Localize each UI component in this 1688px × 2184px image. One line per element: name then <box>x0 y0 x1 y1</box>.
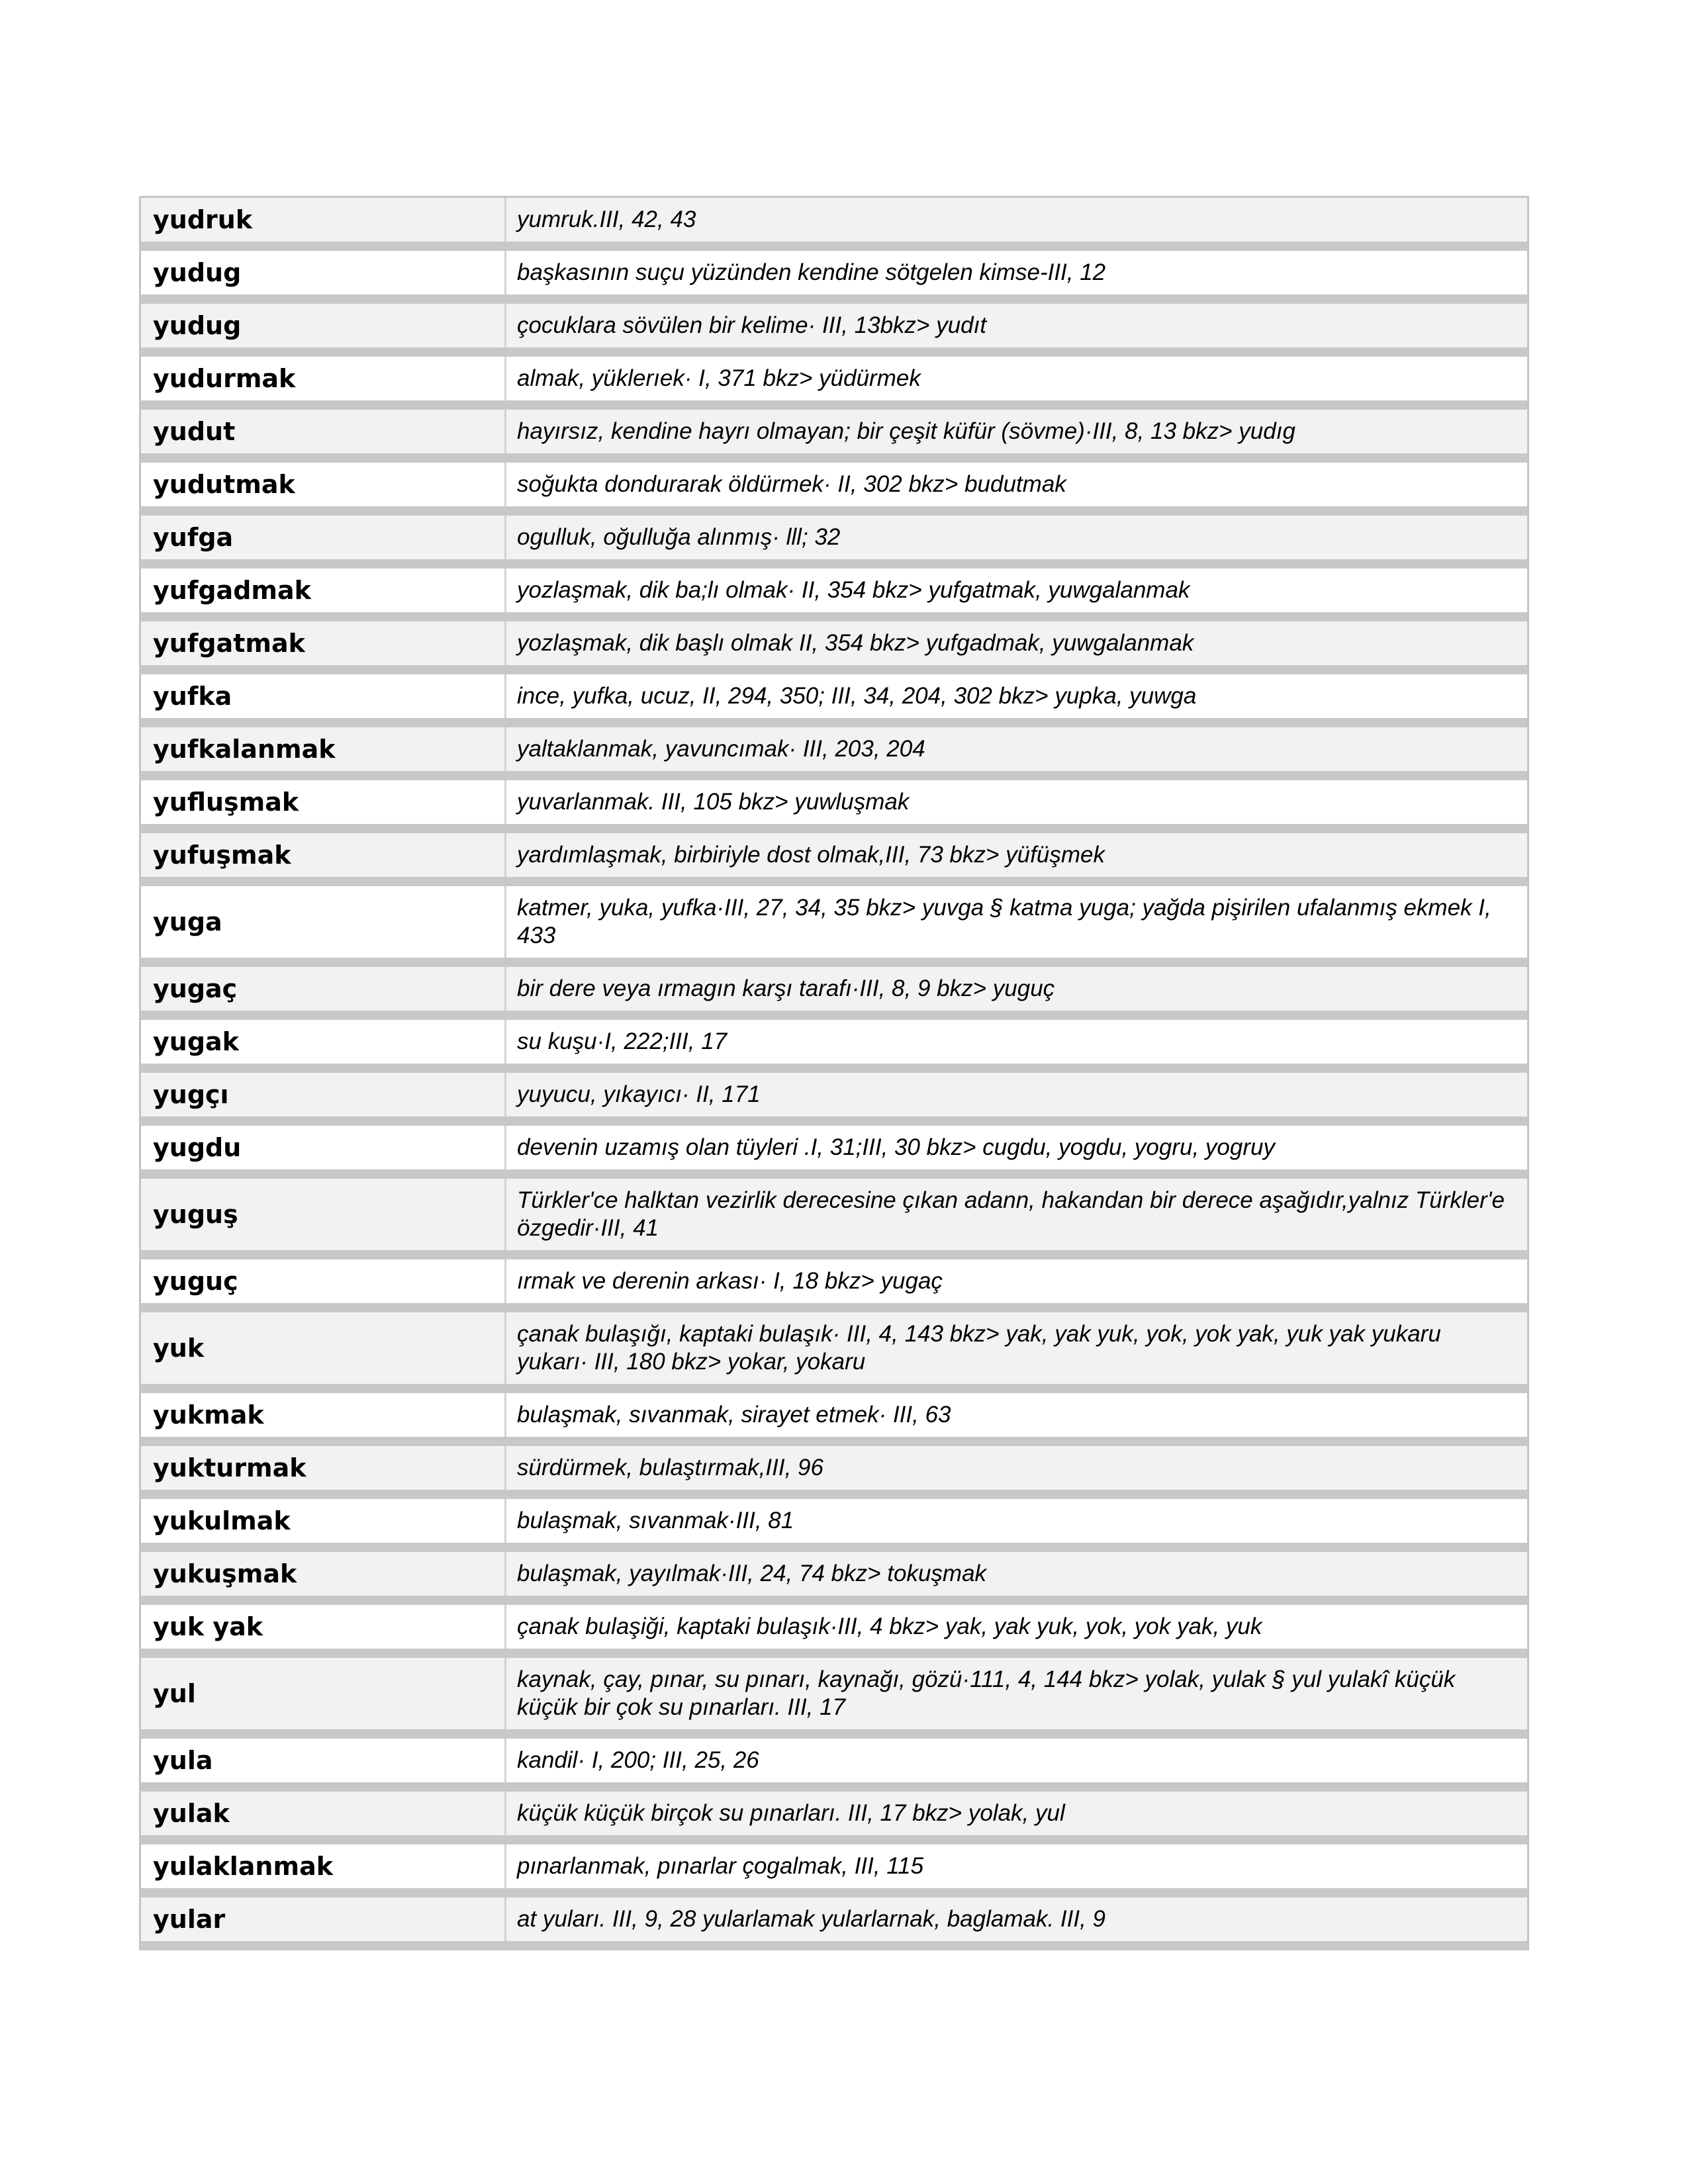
table-row <box>141 304 1527 357</box>
entry-term: yugak <box>141 1020 506 1064</box>
table-row <box>141 516 1527 569</box>
table-row <box>141 198 1527 251</box>
entry-term: yufga <box>141 516 506 559</box>
entry-definition: yozlaşmak, dik başlı olmak II, 354 bkz> yufgadmak, yuwgalanmak <box>517 630 1194 656</box>
table-row <box>141 886 1527 967</box>
table-row <box>141 410 1527 463</box>
entry-term: yufgadmak <box>141 569 506 612</box>
entry-definition: soğukta dondurarak öldürmek· II, 302 bkz> budutmak <box>517 471 1066 497</box>
glossary-table <box>139 196 1529 1950</box>
entry-term: yufuşmak <box>141 833 506 877</box>
table-row <box>141 1259 1527 1312</box>
entry-definition: yardımlaşmak, birbiriyle dost olmak,III, 73 bkz> yüfüşmek <box>517 842 1105 868</box>
table-row <box>141 1312 1527 1393</box>
table-row <box>141 1073 1527 1126</box>
entry-definition: yuvarlanmak. III, 105 bkz> yuwluşmak <box>517 789 910 815</box>
entry-definition: ogulluk, oğulluğa alınmış· lll; 32 <box>517 524 841 550</box>
entry-term: yudug <box>141 251 506 295</box>
entry-term: yuk yak <box>141 1605 506 1649</box>
entry-definition: devenin uzamış olan tüyleri .I, 31;III, 30 bkz> cugdu, yogdu, yogru, yogruy <box>517 1134 1275 1160</box>
entry-term: yuguş <box>141 1179 506 1250</box>
entry-definition: çanak bulaşiği, kaptaki bulaşık·III, 4 bkz> yak, yak yuk, yok, yok yak, yuk <box>517 1614 1262 1639</box>
table-row <box>141 1605 1527 1658</box>
entry-definition: su kuşu·I, 222;III, 17 <box>517 1028 727 1054</box>
entry-definition: bir dere veya ırmagın karşı tarafı·III, 8, 9 bkz> yuguç <box>517 976 1055 1001</box>
entry-term: yukuşmak <box>141 1552 506 1596</box>
entry-definition: pınarlanmak, pınarlar çogalmak, III, 115 <box>517 1853 924 1879</box>
entry-term: yufgatmak <box>141 621 506 665</box>
table-row <box>141 1446 1527 1499</box>
entry-term: yukulmak <box>141 1499 506 1543</box>
table-row <box>141 1792 1527 1844</box>
table-row <box>141 780 1527 833</box>
entry-term: yukmak <box>141 1393 506 1437</box>
table-row <box>141 1126 1527 1179</box>
entry-definition: Türkler'ce halktan vezirlik derecesine çıkan adann, hakandan bir derece aşağıdır,yalnız Türkler'e özgedir·III, 41 <box>517 1187 1505 1241</box>
entry-definition: çanak bulaşığı, kaptaki bulaşık· III, 4, 143 bkz> yak, yak yuk, yok, yok yak, yuk yak yukaru yukarı· III, 180 bkz> yokar, yokaru <box>517 1321 1441 1375</box>
entry-definition: katmer, yuka, yufka·III, 27, 34, 35 bkz> yuvga § katma yuga; yağda pişirilen ufalanmış ekmek I, 433 <box>517 895 1491 948</box>
entry-definition: ince, yufka, ucuz, II, 294, 350; III, 34, 204, 302 bkz> yupka, yuwga <box>517 683 1197 709</box>
table-row <box>141 1393 1527 1446</box>
entry-term: yulaklanmak <box>141 1844 506 1888</box>
entry-definition: sürdürmek, bulaştırmak,III, 96 <box>517 1455 823 1480</box>
entry-term: yudug <box>141 304 506 347</box>
entry-term: yudurmak <box>141 357 506 400</box>
entry-term: yuk <box>141 1312 506 1384</box>
entry-definition: yuyucu, yıkayıcı· II, 171 <box>517 1081 761 1107</box>
entry-definition: at yuları. III, 9, 28 yularlamak yularlarnak, baglamak. III, 9 <box>517 1906 1106 1932</box>
entry-definition: kaynak, çay, pınar, su pınarı, kaynağı, gözü·111, 4, 144 bkz> yolak, yulak § yul yulakî küçük küçük bir çok su pınarları. III, 17 <box>517 1666 1456 1720</box>
table-row <box>141 674 1527 727</box>
entry-definition: kandil· I, 200; III, 25, 26 <box>517 1747 759 1773</box>
entry-term: yulak <box>141 1792 506 1835</box>
table-row <box>141 463 1527 516</box>
table-row <box>141 251 1527 304</box>
entry-term: yula <box>141 1739 506 1782</box>
entry-term: yukturmak <box>141 1446 506 1490</box>
table-row <box>141 1658 1527 1739</box>
table-row <box>141 1499 1527 1552</box>
entry-term: yuguç <box>141 1259 506 1303</box>
entry-term: yugaç <box>141 967 506 1011</box>
table-row <box>141 1897 1527 1950</box>
entry-term: yuga <box>141 886 506 958</box>
entry-definition: yozlaşmak, dik ba;lı olmak· II, 354 bkz> yufgatmak, yuwgalanmak <box>517 577 1190 603</box>
entry-definition: ırmak ve derenin arkası· I, 18 bkz> yugaç <box>517 1268 943 1294</box>
entry-definition: bulaşmak, yayılmak·III, 24, 74 bkz> tokuşmak <box>517 1561 987 1586</box>
table-row <box>141 727 1527 780</box>
entry-definition: bulaşmak, sıvanmak·III, 81 <box>517 1508 794 1533</box>
table-row <box>141 967 1527 1020</box>
entry-definition: bulaşmak, sıvanmak, sirayet etmek· III, 63 <box>517 1402 951 1428</box>
table-row <box>141 357 1527 410</box>
table-row <box>141 833 1527 886</box>
entry-term: yufluşmak <box>141 780 506 824</box>
entry-definition: çocuklara sövülen bir kelime· III, 13bkz> yudıt <box>517 312 987 338</box>
entry-term: yufka <box>141 674 506 718</box>
entry-definition: yumruk.III, 42, 43 <box>517 206 696 232</box>
table-row <box>141 1179 1527 1259</box>
entry-term: yugçı <box>141 1073 506 1116</box>
table-row <box>141 1020 1527 1073</box>
entry-term: yudruk <box>141 198 506 242</box>
entry-term: yular <box>141 1897 506 1941</box>
entry-definition: almak, yüklerıek· I, 371 bkz> yüdürmek <box>517 365 921 391</box>
entry-definition: yaltaklanmak, yavuncımak· III, 203, 204 <box>517 736 925 762</box>
table-row <box>141 1739 1527 1792</box>
entry-term: yudut <box>141 410 506 453</box>
table-row <box>141 569 1527 621</box>
entry-term: yugdu <box>141 1126 506 1169</box>
table-row <box>141 1552 1527 1605</box>
entry-definition: hayırsız, kendine hayrı olmayan; bir çeşit küfür (sövme)·III, 8, 13 bkz> yudıg <box>517 418 1295 444</box>
entry-definition: küçük küçük birçok su pınarları. III, 17 bkz> yolak, yul <box>517 1800 1065 1826</box>
entry-term: yufkalanmak <box>141 727 506 771</box>
entry-term: yudutmak <box>141 463 506 506</box>
table-row <box>141 621 1527 674</box>
entry-definition: başkasının suçu yüzünden kendine sötgelen kimse-III, 12 <box>517 259 1106 285</box>
entry-term: yul <box>141 1658 506 1729</box>
table-row <box>141 1844 1527 1897</box>
